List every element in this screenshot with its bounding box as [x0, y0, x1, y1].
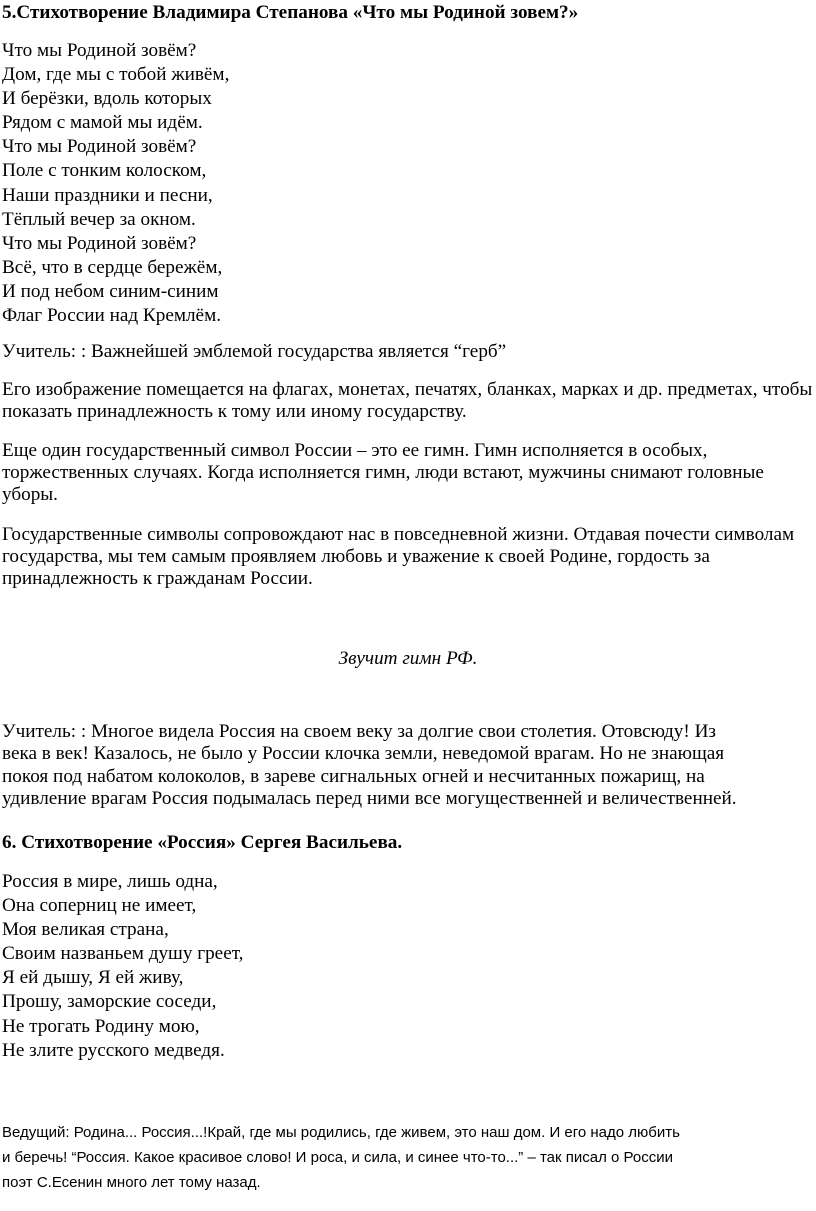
poem-line: Всё, что в сердце бережём, [2, 256, 223, 278]
text-line: покоя под набатом колоколов, в зареве сигнальных огней и несчитанных пожарищ, на [2, 765, 705, 787]
poem-line: Что мы Родиной зовём? [2, 40, 197, 61]
poem-line: Своим названьем душу греет, [2, 943, 244, 965]
section5-heading: 5.Стихотворение Владимира Степанова «Что мы Родиной зовем?» [2, 2, 579, 23]
teacher-paragraph-history [2, 721, 737, 810]
poem-line: Прошу, заморские соседи, [2, 991, 217, 1013]
poem-line: Я ей дышу, Я ей живу, [2, 967, 184, 989]
anthem-note: Звучит гимн РФ. [338, 648, 478, 669]
text-line: поэт С.Есенин много лет тому назад. [2, 1174, 261, 1191]
poem-line: И берёзки, вдоль которых [2, 88, 212, 110]
poem-line: Не трогать Родину мою, [2, 1015, 200, 1037]
poem-line: Тёплый вечер за окном. [2, 208, 196, 230]
poem-line: Россия в мире, лишь одна, [2, 871, 218, 892]
text-line: Ведущий: Родина... Россия...!Край, где мы родились, где живем, это наш дом. И его надо любить [2, 1124, 680, 1141]
poem-line: И под небом синим-синим [2, 280, 219, 302]
poem-line: Рядом с мамой мы идём. [2, 112, 203, 134]
text-line: удивление врагам Россия подымалась перед ними все могущественней и величественней. [2, 787, 737, 809]
host-paragraph [2, 1120, 814, 1195]
section5-poem [2, 39, 229, 328]
poem-line: Что мы Родиной зовём? [2, 232, 197, 254]
section6-poem [2, 870, 243, 1063]
paragraph-emblem: Его изображение помещается на флагах, монетах, печатях, бланках, марках и др. предметах, чтобы показать принадлежность к тому или иному государству. [2, 379, 813, 422]
poem-line: Дом, где мы с тобой живём, [2, 64, 230, 86]
text-line: и беречь! “Россия. Какое красивое слово! И роса, и сила, и синее что-то...” – так писал о России [2, 1149, 673, 1166]
poem-line: Наши праздники и песни, [2, 184, 213, 206]
text-line: Учитель: : Многое видела Россия на своем веку за долгие свои столетия. Отовсюду! Из [2, 721, 717, 742]
poem-line: Что мы Родиной зовём? [2, 136, 197, 158]
paragraph-symbols: Государственные символы сопровождают нас в повседневной жизни. Отдавая почести символам государства, мы тем самым проявляем любовь и уважение к своей Родине, гордость за принадлежность к гражданам России. [2, 524, 795, 589]
poem-line: Моя великая страна, [2, 919, 169, 941]
poem-line: Она соперниц не имеет, [2, 895, 197, 917]
section6-heading: 6. Стихотворение «Россия» Сергея Васильева. [2, 832, 403, 853]
paragraph-anthem: Еще один государственный символ России – это ее гимн. Гимн исполняется в особых, торжественных случаях. Когда исполняется гимн, люди встают, мужчины снимают головные уборы. [2, 440, 764, 505]
poem-line: Не злите русского медведя. [2, 1039, 225, 1061]
teacher-line-emblem: Учитель: : Важнейшей эмблемой государства является “герб” [2, 341, 507, 362]
text-line: века в век! Казалось, не было у России клочка земли, неведомой врагам. Но не знающая [2, 743, 725, 765]
poem-line: Поле с тонким колоском, [2, 160, 207, 182]
poem-line: Флаг России над Кремлём. [2, 305, 222, 327]
